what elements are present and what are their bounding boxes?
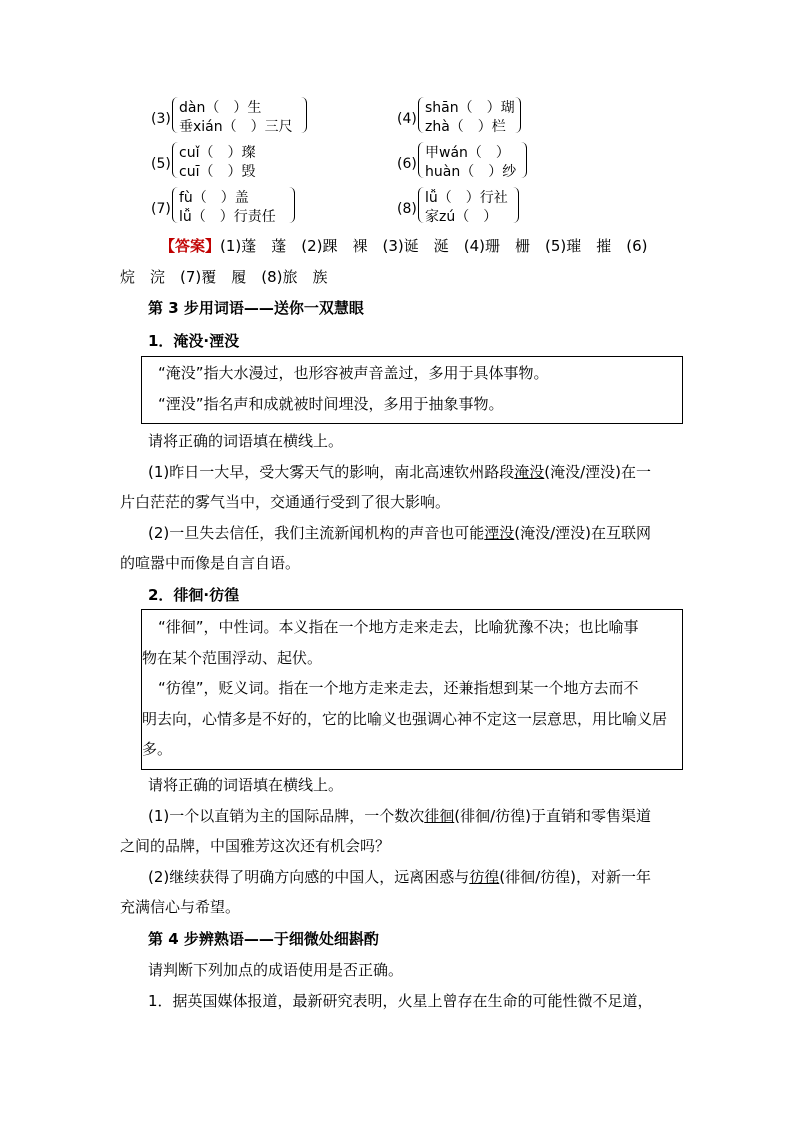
- left-brace: [418, 187, 424, 223]
- pinyin-row-2: huàn（ ）纱: [425, 164, 517, 180]
- item-number: (5): [151, 156, 171, 172]
- answer-text-1: (1)蓬 蓬 (2)踝 裸 (3)诞 涎 (4)珊 栅 (5)璀 摧 (6): [220, 237, 648, 255]
- question-text: (徘徊/彷徨)于直销和零售渠道: [454, 807, 652, 825]
- definition-line: “彷徨”，贬义词。指在一个地方走来走去，还兼指想到某一个地方去而不: [158, 679, 639, 697]
- question-1-line-2: 之间的品牌，中国雅芳这次还有机会吗？: [120, 837, 391, 855]
- item-number: (6): [397, 156, 417, 172]
- pinyin-item-8: [397, 187, 527, 227]
- answer-word: 湮没: [484, 524, 515, 542]
- step4-question-1: 1．据英国媒体报道，最新研究表明，火星上曾存在生命的可能性微不足道，: [148, 992, 653, 1010]
- pinyin-item-7: [151, 187, 301, 227]
- pinyin-row-1: dàn（ ）生: [179, 100, 262, 116]
- item2-heading: 2．徘徊·彷徨: [148, 586, 240, 604]
- question-text: (徘徊/彷徨)，对新一年: [499, 868, 652, 886]
- right-brace: [513, 187, 519, 223]
- instruction: 请将正确的词语填在横线上。: [148, 432, 344, 450]
- pinyin-row-2: zhà（ ）栏: [425, 119, 506, 135]
- step4-instruction: 请判断下列加点的成语使用是否正确。: [148, 961, 404, 979]
- item-number: (8): [397, 201, 417, 217]
- right-brace: [515, 97, 521, 133]
- right-brace: [289, 187, 295, 223]
- pinyin-row-2: 家zú（ ）: [425, 209, 498, 225]
- definition-box-1: [141, 356, 683, 424]
- answer-word: 彷徨: [469, 868, 500, 886]
- pinyin-row-2: cuī（ ）毁: [179, 164, 256, 180]
- definition-line: 明去向，心情多是不好的，它的比喻义也强调心神不定这一层意思，用比喻义居: [142, 710, 668, 728]
- pinyin-item-6: [397, 142, 537, 182]
- definition-line: “湮没”指名声和成就被时间埋没，多用于抽象事物。: [158, 395, 504, 413]
- answer-line-2: 烷 浣 (7)覆 履 (8)旅 族: [120, 268, 328, 286]
- item-number: (3): [151, 111, 171, 127]
- item-number: (4): [397, 111, 417, 127]
- question-1-line-2: 片白茫茫的雾气当中，交通通行受到了很大影响。: [120, 493, 451, 511]
- answer-line-1: [160, 235, 648, 256]
- item1-heading: 1．淹没·湮没: [148, 332, 240, 350]
- left-brace: [418, 97, 424, 133]
- item-number: (7): [151, 201, 171, 217]
- pinyin-row-2: lǚ（ ）行责任: [179, 209, 276, 225]
- question-1-line-1: [148, 805, 651, 826]
- definition-line: 物在某个范围浮动、起伏。: [142, 649, 323, 667]
- left-brace: [172, 187, 178, 223]
- question-text: (淹没/湮没)在互联网: [514, 524, 652, 542]
- answer-tag: 【答案】: [160, 237, 221, 255]
- definition-box-2: [141, 609, 683, 770]
- question-2-line-2: 充满信心与希望。: [120, 898, 241, 916]
- question-text: (1)昨日一大早，受大雾天气的影响，南北高速钦州路段: [148, 463, 515, 481]
- pinyin-row-1: lǚ（ ）行社: [425, 190, 508, 206]
- pinyin-row-1: fù（ ）盖: [179, 190, 249, 206]
- instruction: 请将正确的词语填在横线上。: [148, 776, 344, 794]
- right-brace: [301, 97, 307, 133]
- question-text: (1)一个以直销为主的国际品牌，一个数次: [148, 807, 425, 825]
- definition-line: 多。: [142, 740, 173, 758]
- question-1-line-1: [148, 461, 651, 482]
- question-text: (2)一旦失去信任，我们主流新闻机构的声音也可能: [148, 524, 485, 542]
- question-2-line-2: 的喧嚣中而像是自言自语。: [120, 554, 301, 572]
- pinyin-row-1: shān（ ）瑚: [425, 100, 515, 116]
- question-2-line-1: [148, 866, 651, 887]
- question-text: (2)继续获得了明确方向感的中国人，远离困惑与: [148, 868, 470, 886]
- step3-title: 第 3 步用词语——送你一双慧眼: [148, 299, 364, 317]
- left-brace: [172, 97, 178, 133]
- pinyin-item-5: [151, 142, 281, 182]
- definition-line: “徘徊”，中性词。本义指在一个地方走来走去，比喻犹豫不决；也比喻事: [158, 618, 639, 636]
- answer-word: 淹没: [514, 463, 545, 481]
- left-brace: [172, 142, 178, 178]
- pinyin-row-1: 甲wán（ ）: [425, 145, 510, 161]
- pinyin-row-2: 垂xián（ ）三尺: [179, 119, 293, 135]
- pinyin-item-3: [151, 97, 321, 137]
- definition-line: “淹没”指大水漫过，也形容被声音盖过，多用于具体事物。: [158, 364, 549, 382]
- left-brace: [418, 142, 424, 178]
- answer-word: 徘徊: [424, 807, 455, 825]
- question-2-line-1: [148, 522, 651, 543]
- right-brace: [521, 142, 527, 178]
- pinyin-item-4: [397, 97, 527, 137]
- pinyin-row-1: cuǐ（ ）璨: [179, 145, 256, 161]
- step4-title: 第 4 步辨熟语——于细微处细斟酌: [148, 930, 379, 948]
- question-text: (淹没/湮没)在一: [544, 463, 652, 481]
